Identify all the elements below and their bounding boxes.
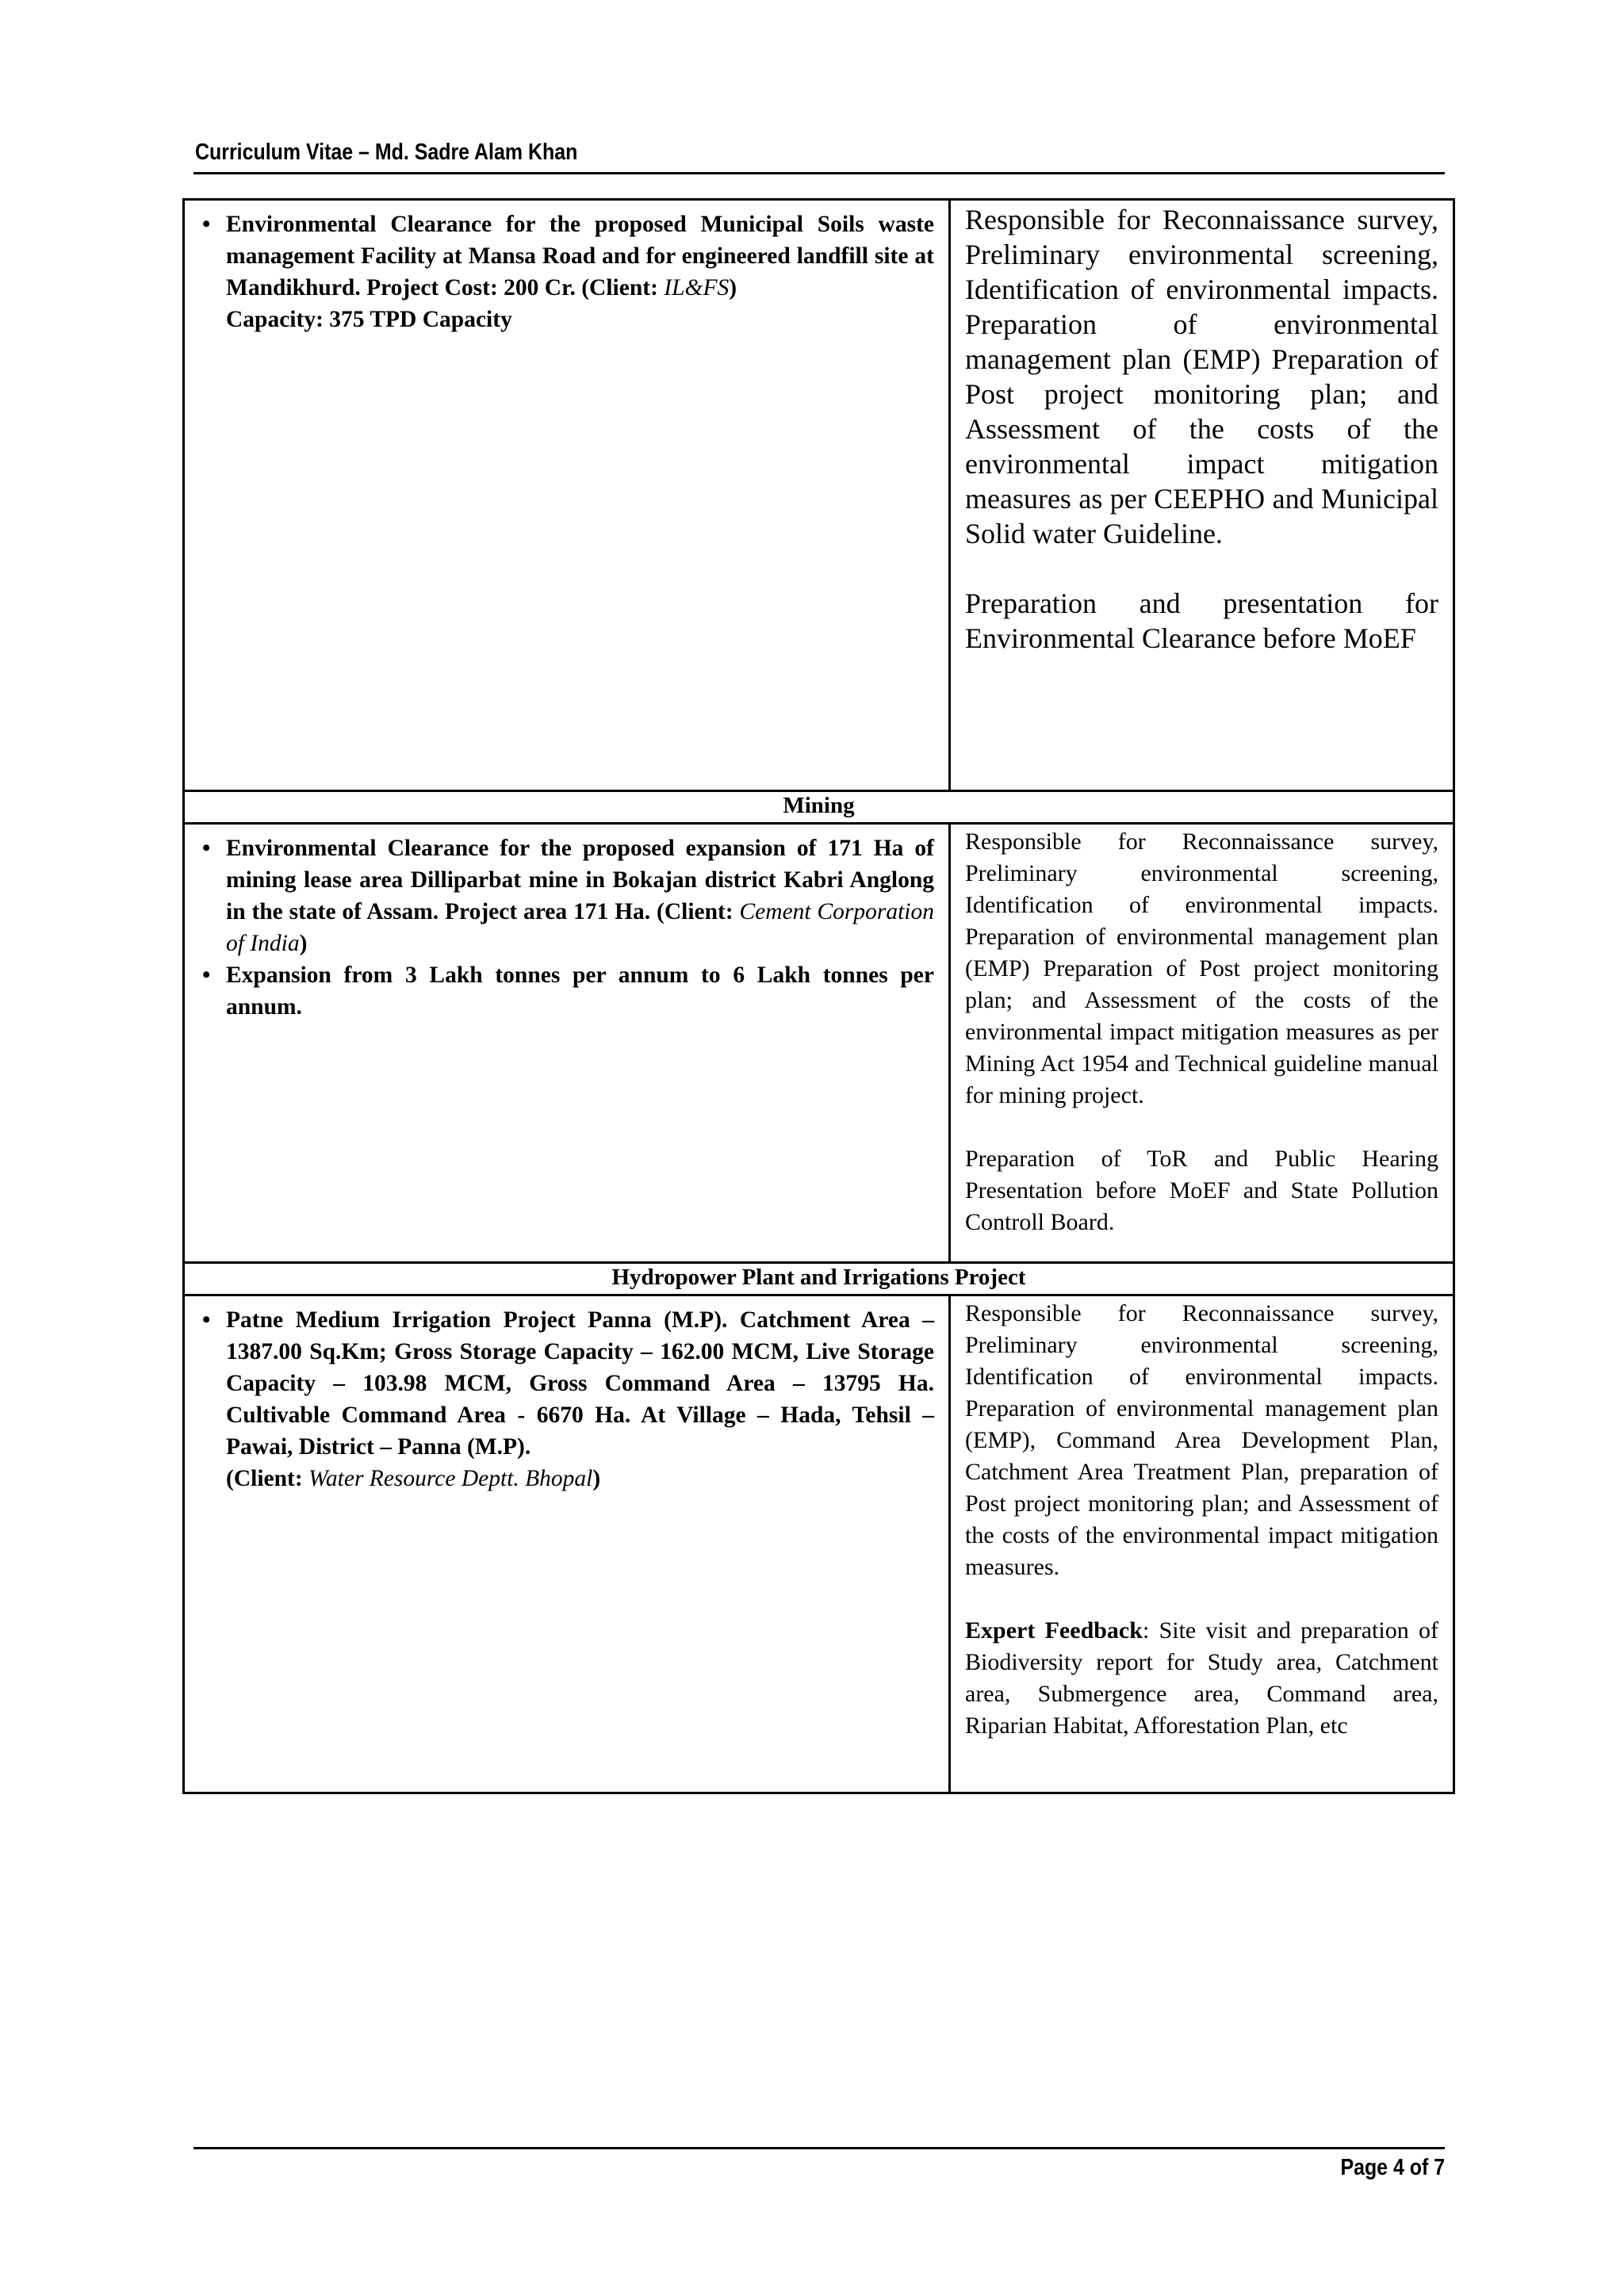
projects-table [182, 198, 1455, 1794]
header-title: Curriculum Vitae – Md. Sadre Alam Khan [195, 140, 578, 165]
page-header [193, 138, 1445, 174]
responsibility-text: Responsible for Reconnaissance survey, Preliminary environmental screening, Identification of environmental impacts. Preparation of environmental management plan (EMP) Preparation of Post project monitoring plan; and Assessment of the costs of the environmental impact mitigation measures as per Mining Act 1954 and Technical guideline manual for mining project. [965, 828, 1438, 1108]
section-header-mining [184, 791, 1454, 824]
project-cell [184, 1295, 950, 1793]
table-row [184, 200, 1454, 791]
list-item: • Environmental Clearance for the proposed Municipal Soils waste management Facility at Mansa Road and for engineered landfill site at Mandikhurd. Project Cost: 200 Cr. (Client: IL&FS) [201, 209, 934, 304]
section-title: Hydropower Plant and Irrigations Project [184, 1263, 1454, 1295]
footer-divider [193, 2147, 1445, 2149]
client-name: Cement Corporation of India [226, 899, 934, 956]
expert-feedback: Expert Feedback: Site visit and preparation of Biodiversity report for Study area, Catchment area, Submergence area, Command area, Riparian Habitat, Afforestation Plan, etc [965, 1617, 1438, 1739]
page-number: Page 4 of 7 [1340, 2155, 1445, 2180]
responsibility-text-2: Preparation and presentation for Environmental Clearance before MoEF [965, 587, 1438, 654]
capacity-line: Capacity: 375 TPD Capacity [226, 307, 512, 332]
bullet-icon: • [202, 836, 211, 861]
responsibility-cell [950, 200, 1454, 791]
bullet-icon: • [202, 1307, 211, 1333]
responsibility-cell [950, 824, 1454, 1263]
client-name: Water Resource Deptt. Bhopal [308, 1466, 593, 1491]
table-row [184, 824, 1454, 1263]
bullet-icon: • [202, 212, 211, 237]
project-list [201, 832, 934, 1023]
responsibility-text: Responsible for Reconnaissance survey, Preliminary environmental screening, Identification of environmental impacts. Preparation of environmental management plan (EMP) Preparation of Post project monitoring plan; and Assessment of the costs of the environmental impact mitigation measures as per CEEPHO and Municipal Solid water Guideline. [965, 204, 1438, 549]
project-list [201, 209, 934, 304]
section-title: Mining [184, 791, 1454, 824]
project-cell [184, 200, 950, 791]
project-list [201, 1304, 934, 1463]
client-line: (Client: Water Resource Deptt. Bhopal) [226, 1466, 601, 1491]
list-item: • Expansion from 3 Lakh tonnes per annum to 6 Lakh tonnes per annum. [201, 959, 934, 1023]
project-cell [184, 824, 950, 1263]
table-row [184, 1295, 1454, 1793]
responsibility-cell [950, 1295, 1454, 1793]
client-name: IL&FS [664, 275, 730, 300]
list-item: • Environmental Clearance for the proposed expansion of 171 Ha of mining lease area Dilliparbat mine in Bokajan district Kabri Anglong in the state of Assam. Project area 171 Ha. (Client: Cement Corporation of India) [201, 832, 934, 959]
section-header-hydro [184, 1263, 1454, 1295]
bullet-icon: • [202, 962, 211, 988]
responsibility-text-2: Preparation of ToR and Public Hearing Presentation before MoEF and State Pollution Controll Board. [965, 1146, 1438, 1235]
expert-feedback-label: Expert Feedback [965, 1617, 1143, 1644]
responsibility-text: Responsible for Reconnaissance survey, Preliminary environmental screening, Identification of environmental impacts. Preparation of environmental management plan (EMP), Command Area Development Plan, Catchment Area Treatment Plan, preparation of Post project monitoring plan; and Assessment of the costs of the environmental impact mitigation measures. [965, 1300, 1438, 1580]
list-item: • Patne Medium Irrigation Project Panna (M.P). Catchment Area – 1387.00 Sq.Km; Gross Storage Capacity – 162.00 MCM, Live Storage Capacity – 103.98 MCM, Gross Command Area – 13795 Ha. Cultivable Command Area - 6670 Ha. At Village – Hada, Tehsil – Pawai, District – Panna (M.P). [201, 1304, 934, 1463]
